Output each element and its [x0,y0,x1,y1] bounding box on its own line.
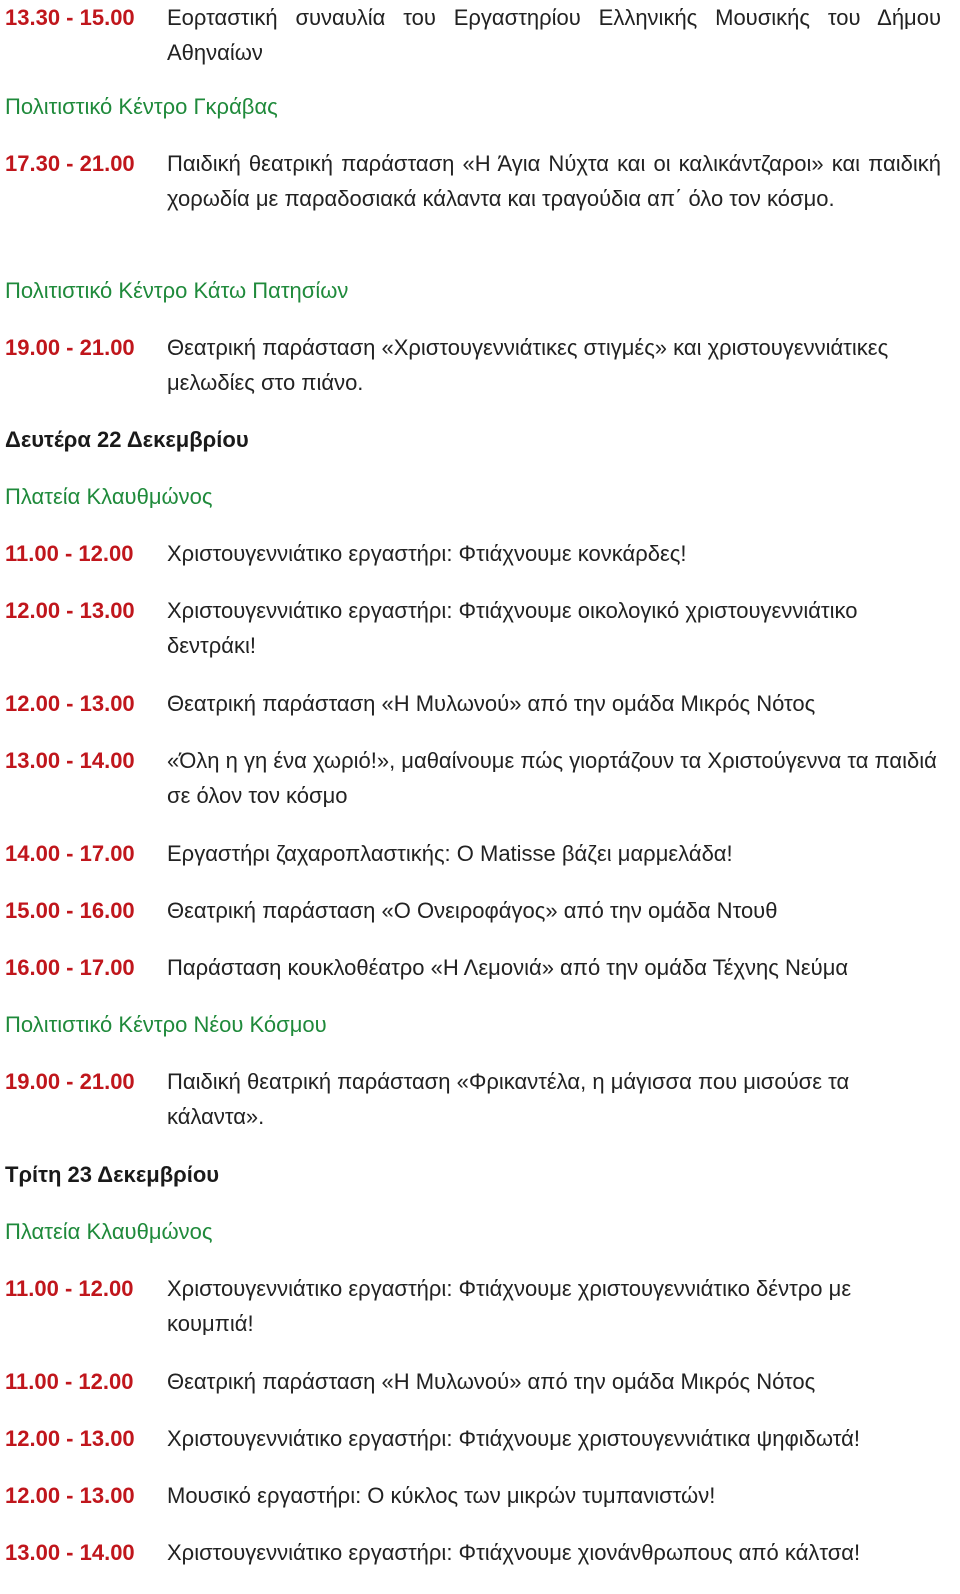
entry-time: 19.00 - 21.00 [5,1069,135,1094]
schedule-entry [5,1421,941,1456]
venue-heading: Πολιτιστικό Κέντρο Γκράβας [5,94,278,119]
entry-time: 15.00 - 16.00 [5,898,135,923]
entry-time: 12.00 - 13.00 [5,598,135,623]
entry-description: Χριστουγεννιάτικο εργαστήρι: Φτιάχνουμε οικολογικό χριστουγεννιάτικο δεντράκι! [167,598,858,658]
schedule-entry [5,893,941,928]
entry-description: Παιδική θεατρική παράσταση «Η Άγια Νύχτα και οι καλικάντζαροι» και παιδική χορωδία με παραδοσιακά κάλαντα και τραγούδια απ΄ όλο τον κόσμο. [167,151,941,211]
schedule-entry [5,593,941,663]
entry-description: Χριστουγεννιάτικο εργαστήρι: Φτιάχνουμε χιονάνθρωπους από κάλτσα! [167,1540,861,1565]
entry-description: Θεατρική παράσταση «Η Μυλωνού» από την ομάδα Μικρός Νότος [167,691,816,716]
entry-time: 11.00 - 12.00 [5,1276,134,1301]
schedule-entry [5,1364,941,1399]
entry-description: Εργαστήρι ζαχαροπλαστικής: Ο Matisse βάζει μαρμελάδα! [167,841,733,866]
entry-time: 13.00 - 14.00 [5,748,135,773]
schedule-entry [5,1271,941,1341]
entry-description: Χριστουγεννιάτικο εργαστήρι: Φτιάχνουμε χριστουγεννιάτικα ψηφιδωτά! [167,1426,860,1451]
entry-time: 19.00 - 21.00 [5,335,135,360]
entry-description: «Όλη η γη ένα χωριό!», μαθαίνουμε πώς γιορτάζουν τα Χριστούγεννα τα παιδιά σε όλον τον κόσμο [167,748,937,808]
entry-description: Χριστουγεννιάτικο εργαστήρι: Φτιάχνουμε κονκάρδες! [167,541,687,566]
entry-time: 11.00 - 12.00 [5,541,134,566]
schedule-entry [5,0,941,70]
day-heading: Δευτέρα 22 Δεκεμβρίου [5,427,249,452]
venue-heading: Πλατεία Κλαυθμώνος [5,484,213,509]
schedule-entry [5,836,941,871]
schedule-entry [5,743,941,813]
entry-description: Παράσταση κουκλοθέατρο «Η Λεμονιά» από την ομάδα Τέχνης Νεύμα [167,955,849,980]
entry-time: 13.00 - 14.00 [5,1540,135,1565]
schedule-entry [5,536,941,571]
entry-description: Χριστουγεννιάτικο εργαστήρι: Φτιάχνουμε χριστουγεννιάτικο δέντρο με κουμπιά! [167,1276,852,1336]
schedule-entry [5,330,941,400]
entry-time: 12.00 - 13.00 [5,691,135,716]
entry-description: Θεατρική παράσταση «Η Μυλωνού» από την ομάδα Μικρός Νότος [167,1369,816,1394]
schedule-entry [5,950,941,985]
entry-time: 13.30 - 15.00 [5,5,135,30]
venue-heading: Πολιτιστικό Κέντρο Νέου Κόσμου [5,1012,327,1037]
entry-time: 12.00 - 13.00 [5,1483,135,1508]
schedule-entry [5,1535,941,1570]
venue-heading: Πλατεία Κλαυθμώνος [5,1219,213,1244]
schedule-entry [5,686,941,721]
entry-time: 17.30 - 21.00 [5,151,135,176]
entry-description: Μουσικό εργαστήρι: Ο κύκλος των μικρών τυμπανιστών! [167,1483,716,1508]
day-heading: Τρίτη 23 Δεκεμβρίου [5,1162,220,1187]
entry-description: Εορταστική συναυλία του Εργαστηρίου Ελληνικής Μουσικής του Δήμου Αθηναίων [167,5,941,65]
schedule-entry [5,1064,941,1134]
schedule-entry [5,1478,941,1513]
entry-time: 14.00 - 17.00 [5,841,135,866]
entry-time: 12.00 - 13.00 [5,1426,135,1451]
entry-time: 16.00 - 17.00 [5,955,135,980]
entry-time: 11.00 - 12.00 [5,1369,134,1394]
schedule-entry [5,146,941,216]
entry-description: Παιδική θεατρική παράσταση «Φρικαντέλα, η μάγισσα που μισούσε τα κάλαντα». [167,1069,850,1129]
entry-description: Θεατρική παράσταση «Ο Ονειροφάγος» από την ομάδα Ντουθ [167,898,778,923]
venue-heading: Πολιτιστικό Κέντρο Κάτω Πατησίων [5,278,349,303]
entry-description: Θεατρική παράσταση «Χριστουγεννιάτικες στιγμές» και χριστουγεννιάτικες μελωδίες στο πιάνο. [167,335,889,395]
